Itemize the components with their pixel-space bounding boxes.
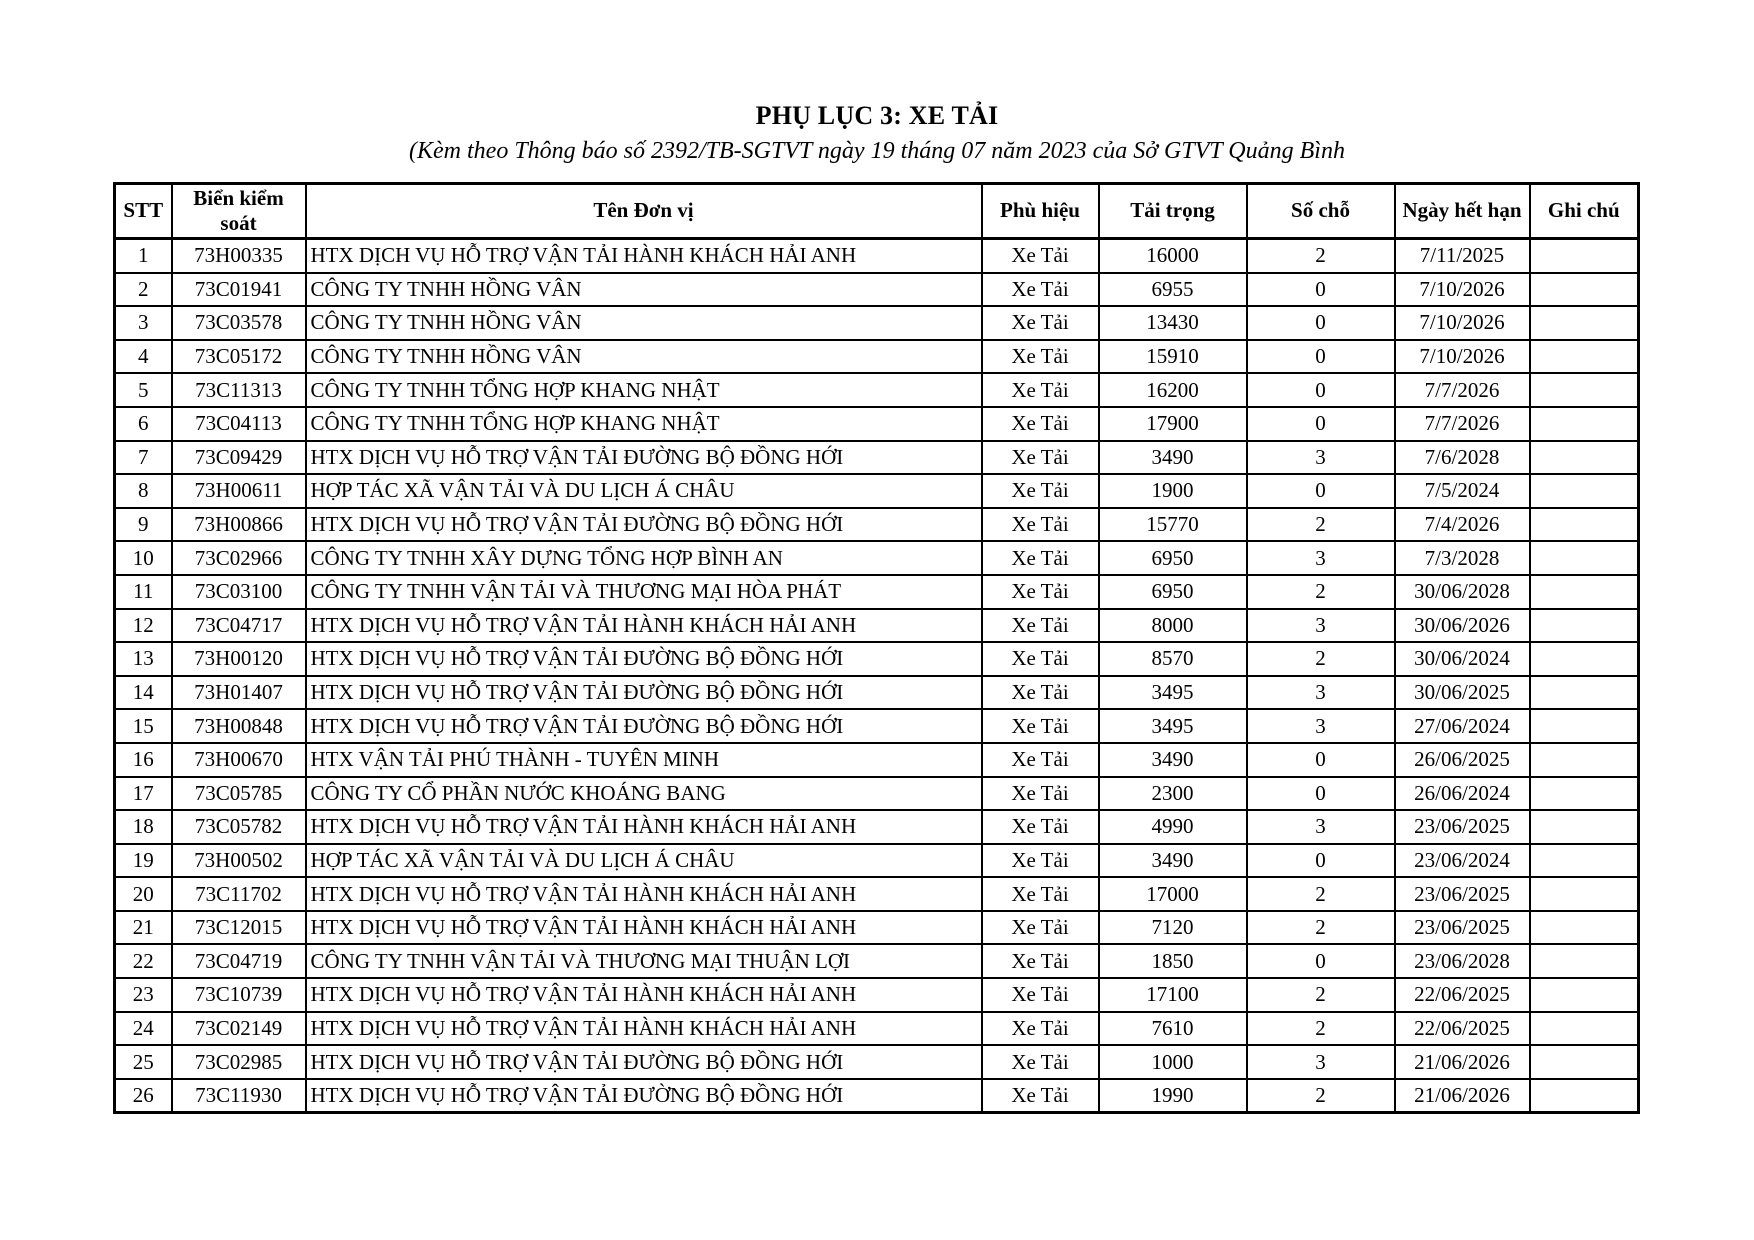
cell-so-cho: 0 <box>1247 273 1395 307</box>
cell-tai-trong: 7120 <box>1099 911 1247 945</box>
cell-so-cho: 0 <box>1247 373 1395 407</box>
cell-ngay-het-han: 23/06/2028 <box>1395 944 1530 978</box>
cell-phu-hieu: Xe Tải <box>982 844 1099 878</box>
cell-bien-kiem-soat: 73C03100 <box>172 575 306 609</box>
cell-so-cho: 3 <box>1247 709 1395 743</box>
cell-phu-hieu: Xe Tải <box>982 877 1099 911</box>
cell-ngay-het-han: 7/4/2026 <box>1395 508 1530 542</box>
table-row <box>115 441 1639 475</box>
cell-ten-don-vi: HTX DỊCH VỤ HỖ TRỢ VẬN TẢI HÀNH KHÁCH HẢI ANH <box>306 978 982 1012</box>
cell-phu-hieu: Xe Tải <box>982 709 1099 743</box>
column-header-tai-trong: Tải trọng <box>1099 184 1247 239</box>
cell-ghi-chu <box>1530 273 1639 307</box>
cell-so-cho: 2 <box>1247 239 1395 273</box>
cell-tai-trong: 1000 <box>1099 1045 1247 1079</box>
cell-stt: 1 <box>115 239 172 273</box>
cell-tai-trong: 15770 <box>1099 508 1247 542</box>
column-header-stt: STT <box>115 184 172 239</box>
cell-bien-kiem-soat: 73C02985 <box>172 1045 306 1079</box>
cell-phu-hieu: Xe Tải <box>982 642 1099 676</box>
cell-so-cho: 2 <box>1247 575 1395 609</box>
cell-phu-hieu: Xe Tải <box>982 810 1099 844</box>
cell-so-cho: 0 <box>1247 743 1395 777</box>
table-row <box>115 239 1639 273</box>
cell-so-cho: 2 <box>1247 1079 1395 1113</box>
cell-bien-kiem-soat: 73C05782 <box>172 810 306 844</box>
table-row <box>115 810 1639 844</box>
table-row <box>115 1079 1639 1113</box>
table-row <box>115 1012 1639 1046</box>
cell-stt: 15 <box>115 709 172 743</box>
cell-tai-trong: 3490 <box>1099 441 1247 475</box>
cell-bien-kiem-soat: 73H00502 <box>172 844 306 878</box>
cell-stt: 26 <box>115 1079 172 1113</box>
cell-bien-kiem-soat: 73C05785 <box>172 777 306 811</box>
cell-tai-trong: 16000 <box>1099 239 1247 273</box>
cell-stt: 5 <box>115 373 172 407</box>
cell-ten-don-vi: HỢP TÁC XÃ VẬN TẢI VÀ DU LỊCH Á CHÂU <box>306 844 982 878</box>
cell-stt: 6 <box>115 407 172 441</box>
cell-ten-don-vi: HTX DỊCH VỤ HỖ TRỢ VẬN TẢI HÀNH KHÁCH HẢI ANH <box>306 877 982 911</box>
table-row <box>115 508 1639 542</box>
cell-ten-don-vi: HTX DỊCH VỤ HỖ TRỢ VẬN TẢI ĐƯỜNG BỘ ĐỒNG HỚI <box>306 441 982 475</box>
cell-so-cho: 0 <box>1247 777 1395 811</box>
cell-phu-hieu: Xe Tải <box>982 407 1099 441</box>
cell-ngay-het-han: 26/06/2025 <box>1395 743 1530 777</box>
cell-ghi-chu <box>1530 340 1639 374</box>
table-row <box>115 709 1639 743</box>
cell-ngay-het-han: 7/7/2026 <box>1395 373 1530 407</box>
cell-ten-don-vi: CÔNG TY TNHH TỔNG HỢP KHANG NHẬT <box>306 407 982 441</box>
cell-ten-don-vi: HTX VẬN TẢI PHÚ THÀNH - TUYÊN MINH <box>306 743 982 777</box>
cell-stt: 10 <box>115 541 172 575</box>
cell-stt: 24 <box>115 1012 172 1046</box>
cell-stt: 17 <box>115 777 172 811</box>
cell-phu-hieu: Xe Tải <box>982 609 1099 643</box>
cell-so-cho: 3 <box>1247 676 1395 710</box>
cell-stt: 3 <box>115 306 172 340</box>
cell-ghi-chu <box>1530 709 1639 743</box>
cell-bien-kiem-soat: 73C04113 <box>172 407 306 441</box>
table-row <box>115 373 1639 407</box>
cell-tai-trong: 17900 <box>1099 407 1247 441</box>
cell-ghi-chu <box>1530 508 1639 542</box>
cell-stt: 23 <box>115 978 172 1012</box>
cell-tai-trong: 3495 <box>1099 709 1247 743</box>
table-header-row <box>115 184 1639 239</box>
cell-ten-don-vi: CÔNG TY CỔ PHẦN NƯỚC KHOÁNG BANG <box>306 777 982 811</box>
cell-stt: 22 <box>115 944 172 978</box>
cell-phu-hieu: Xe Tải <box>982 777 1099 811</box>
cell-phu-hieu: Xe Tải <box>982 575 1099 609</box>
cell-phu-hieu: Xe Tải <box>982 1045 1099 1079</box>
table-row <box>115 676 1639 710</box>
cell-phu-hieu: Xe Tải <box>982 743 1099 777</box>
cell-bien-kiem-soat: 73C01941 <box>172 273 306 307</box>
cell-ten-don-vi: CÔNG TY TNHH HỒNG VÂN <box>306 340 982 374</box>
cell-ten-don-vi: HTX DỊCH VỤ HỖ TRỢ VẬN TẢI HÀNH KHÁCH HẢI ANH <box>306 239 982 273</box>
cell-so-cho: 2 <box>1247 877 1395 911</box>
cell-tai-trong: 4990 <box>1099 810 1247 844</box>
cell-tai-trong: 7610 <box>1099 1012 1247 1046</box>
cell-so-cho: 2 <box>1247 911 1395 945</box>
cell-ten-don-vi: HTX DỊCH VỤ HỖ TRỢ VẬN TẢI ĐƯỜNG BỘ ĐỒNG HỚI <box>306 1045 982 1079</box>
cell-tai-trong: 17000 <box>1099 877 1247 911</box>
cell-ngay-het-han: 7/7/2026 <box>1395 407 1530 441</box>
cell-ten-don-vi: CÔNG TY TNHH TỔNG HỢP KHANG NHẬT <box>306 373 982 407</box>
cell-bien-kiem-soat: 73H00611 <box>172 474 306 508</box>
cell-ten-don-vi: HTX DỊCH VỤ HỖ TRỢ VẬN TẢI HÀNH KHÁCH HẢI ANH <box>306 609 982 643</box>
column-header-ngay-het-han: Ngày hết hạn <box>1395 184 1530 239</box>
cell-so-cho: 2 <box>1247 978 1395 1012</box>
cell-ngay-het-han: 23/06/2025 <box>1395 877 1530 911</box>
cell-stt: 13 <box>115 642 172 676</box>
cell-bien-kiem-soat: 73H00120 <box>172 642 306 676</box>
cell-tai-trong: 1850 <box>1099 944 1247 978</box>
cell-stt: 14 <box>115 676 172 710</box>
cell-phu-hieu: Xe Tải <box>982 676 1099 710</box>
cell-ten-don-vi: HTX DỊCH VỤ HỖ TRỢ VẬN TẢI ĐƯỜNG BỘ ĐỒNG HỚI <box>306 709 982 743</box>
cell-ghi-chu <box>1530 944 1639 978</box>
cell-bien-kiem-soat: 73C11702 <box>172 877 306 911</box>
cell-tai-trong: 1900 <box>1099 474 1247 508</box>
column-header-ten-don-vi: Tên Đơn vị <box>306 184 982 239</box>
cell-ghi-chu <box>1530 676 1639 710</box>
cell-ngay-het-han: 7/10/2026 <box>1395 306 1530 340</box>
table-row <box>115 944 1639 978</box>
table-row <box>115 306 1639 340</box>
cell-ngay-het-han: 7/10/2026 <box>1395 273 1530 307</box>
cell-so-cho: 2 <box>1247 642 1395 676</box>
cell-so-cho: 3 <box>1247 609 1395 643</box>
cell-so-cho: 0 <box>1247 340 1395 374</box>
cell-ten-don-vi: CÔNG TY TNHH VẬN TẢI VÀ THƯƠNG MẠI HÒA PHÁT <box>306 575 982 609</box>
cell-ten-don-vi: HỢP TÁC XÃ VẬN TẢI VÀ DU LỊCH Á CHÂU <box>306 474 982 508</box>
cell-ghi-chu <box>1530 1045 1639 1079</box>
cell-tai-trong: 8000 <box>1099 609 1247 643</box>
cell-tai-trong: 6950 <box>1099 575 1247 609</box>
cell-ten-don-vi: CÔNG TY TNHH HỒNG VÂN <box>306 273 982 307</box>
table-row <box>115 642 1639 676</box>
cell-ghi-chu <box>1530 743 1639 777</box>
cell-phu-hieu: Xe Tải <box>982 273 1099 307</box>
cell-ghi-chu <box>1530 877 1639 911</box>
cell-ghi-chu <box>1530 541 1639 575</box>
table-row <box>115 474 1639 508</box>
cell-bien-kiem-soat: 73C11930 <box>172 1079 306 1113</box>
cell-so-cho: 3 <box>1247 1045 1395 1079</box>
cell-stt: 9 <box>115 508 172 542</box>
cell-stt: 8 <box>115 474 172 508</box>
cell-bien-kiem-soat: 73H00848 <box>172 709 306 743</box>
table-row <box>115 541 1639 575</box>
cell-phu-hieu: Xe Tải <box>982 340 1099 374</box>
cell-ngay-het-han: 7/6/2028 <box>1395 441 1530 475</box>
cell-tai-trong: 6955 <box>1099 273 1247 307</box>
cell-bien-kiem-soat: 73H00335 <box>172 239 306 273</box>
column-header-phu-hieu: Phù hiệu <box>982 184 1099 239</box>
cell-ngay-het-han: 7/5/2024 <box>1395 474 1530 508</box>
table-row <box>115 1045 1639 1079</box>
cell-ngay-het-han: 26/06/2024 <box>1395 777 1530 811</box>
cell-bien-kiem-soat: 73C04717 <box>172 609 306 643</box>
cell-ghi-chu <box>1530 407 1639 441</box>
cell-so-cho: 2 <box>1247 508 1395 542</box>
cell-stt: 25 <box>115 1045 172 1079</box>
table-row <box>115 743 1639 777</box>
table-row <box>115 844 1639 878</box>
cell-ghi-chu <box>1530 306 1639 340</box>
cell-phu-hieu: Xe Tải <box>982 944 1099 978</box>
cell-so-cho: 2 <box>1247 1012 1395 1046</box>
page-subtitle: (Kèm theo Thông báo số 2392/TB-SGTVT ngày 19 tháng 07 năm 2023 của Sở GTVT Quảng Bình <box>409 138 1345 164</box>
cell-ngay-het-han: 23/06/2024 <box>1395 844 1530 878</box>
cell-bien-kiem-soat: 73H00670 <box>172 743 306 777</box>
cell-ngay-het-han: 23/06/2025 <box>1395 810 1530 844</box>
cell-bien-kiem-soat: 73C02149 <box>172 1012 306 1046</box>
truck-table-body <box>115 239 1639 1113</box>
cell-ngay-het-han: 21/06/2026 <box>1395 1079 1530 1113</box>
cell-ghi-chu <box>1530 978 1639 1012</box>
cell-tai-trong: 3495 <box>1099 676 1247 710</box>
cell-stt: 16 <box>115 743 172 777</box>
cell-stt: 19 <box>115 844 172 878</box>
cell-phu-hieu: Xe Tải <box>982 508 1099 542</box>
cell-stt: 2 <box>115 273 172 307</box>
cell-so-cho: 3 <box>1247 810 1395 844</box>
cell-ngay-het-han: 30/06/2025 <box>1395 676 1530 710</box>
cell-tai-trong: 1990 <box>1099 1079 1247 1113</box>
page-title: PHỤ LỤC 3: XE TẢI <box>755 101 999 130</box>
column-header-so-cho: Số chỗ <box>1247 184 1395 239</box>
cell-ngay-het-han: 7/3/2028 <box>1395 541 1530 575</box>
cell-ten-don-vi: CÔNG TY TNHH XÂY DỰNG TỔNG HỢP BÌNH AN <box>306 541 982 575</box>
cell-phu-hieu: Xe Tải <box>982 306 1099 340</box>
table-header <box>115 184 1639 239</box>
cell-ngay-het-han: 22/06/2025 <box>1395 978 1530 1012</box>
cell-ngay-het-han: 30/06/2024 <box>1395 642 1530 676</box>
cell-so-cho: 0 <box>1247 306 1395 340</box>
cell-phu-hieu: Xe Tải <box>982 1079 1099 1113</box>
cell-ngay-het-han: 30/06/2026 <box>1395 609 1530 643</box>
cell-ngay-het-han: 27/06/2024 <box>1395 709 1530 743</box>
cell-so-cho: 3 <box>1247 441 1395 475</box>
cell-ten-don-vi: HTX DỊCH VỤ HỖ TRỢ VẬN TẢI ĐƯỜNG BỘ ĐỒNG HỚI <box>306 508 982 542</box>
cell-phu-hieu: Xe Tải <box>982 474 1099 508</box>
cell-ngay-het-han: 7/10/2026 <box>1395 340 1530 374</box>
cell-bien-kiem-soat: 73C05172 <box>172 340 306 374</box>
cell-tai-trong: 3490 <box>1099 743 1247 777</box>
cell-ghi-chu <box>1530 239 1639 273</box>
cell-ghi-chu <box>1530 373 1639 407</box>
cell-bien-kiem-soat: 73C09429 <box>172 441 306 475</box>
cell-ngay-het-han: 23/06/2025 <box>1395 911 1530 945</box>
cell-tai-trong: 13430 <box>1099 306 1247 340</box>
cell-so-cho: 0 <box>1247 407 1395 441</box>
cell-ten-don-vi: HTX DỊCH VỤ HỖ TRỢ VẬN TẢI HÀNH KHÁCH HẢI ANH <box>306 911 982 945</box>
cell-tai-trong: 8570 <box>1099 642 1247 676</box>
cell-stt: 11 <box>115 575 172 609</box>
table-row <box>115 407 1639 441</box>
cell-ngay-het-han: 7/11/2025 <box>1395 239 1530 273</box>
cell-phu-hieu: Xe Tải <box>982 541 1099 575</box>
cell-ten-don-vi: HTX DỊCH VỤ HỖ TRỢ VẬN TẢI ĐƯỜNG BỘ ĐỒNG HỚI <box>306 642 982 676</box>
cell-ghi-chu <box>1530 642 1639 676</box>
cell-bien-kiem-soat: 73C03578 <box>172 306 306 340</box>
cell-phu-hieu: Xe Tải <box>982 239 1099 273</box>
cell-stt: 20 <box>115 877 172 911</box>
cell-ngay-het-han: 30/06/2028 <box>1395 575 1530 609</box>
cell-bien-kiem-soat: 73C10739 <box>172 978 306 1012</box>
cell-ngay-het-han: 21/06/2026 <box>1395 1045 1530 1079</box>
cell-bien-kiem-soat: 73C12015 <box>172 911 306 945</box>
cell-tai-trong: 17100 <box>1099 978 1247 1012</box>
table-row <box>115 978 1639 1012</box>
cell-so-cho: 0 <box>1247 944 1395 978</box>
cell-ten-don-vi: CÔNG TY TNHH VẬN TẢI VÀ THƯƠNG MẠI THUẬN LỢI <box>306 944 982 978</box>
cell-ten-don-vi: CÔNG TY TNHH HỒNG VÂN <box>306 306 982 340</box>
cell-stt: 21 <box>115 911 172 945</box>
table-row <box>115 877 1639 911</box>
cell-ghi-chu <box>1530 810 1639 844</box>
cell-ten-don-vi: HTX DỊCH VỤ HỖ TRỢ VẬN TẢI ĐƯỜNG BỘ ĐỒNG HỚI <box>306 1079 982 1113</box>
cell-phu-hieu: Xe Tải <box>982 1012 1099 1046</box>
table-row <box>115 609 1639 643</box>
cell-ghi-chu <box>1530 1012 1639 1046</box>
cell-ghi-chu <box>1530 844 1639 878</box>
cell-so-cho: 0 <box>1247 844 1395 878</box>
cell-tai-trong: 6950 <box>1099 541 1247 575</box>
cell-phu-hieu: Xe Tải <box>982 373 1099 407</box>
cell-phu-hieu: Xe Tải <box>982 978 1099 1012</box>
column-header-bien-kiem-soat: Biển kiểm soát <box>172 184 306 239</box>
cell-ghi-chu <box>1530 1079 1639 1113</box>
table-row <box>115 777 1639 811</box>
table-row <box>115 340 1639 374</box>
cell-bien-kiem-soat: 73H01407 <box>172 676 306 710</box>
cell-ten-don-vi: HTX DỊCH VỤ HỖ TRỢ VẬN TẢI HÀNH KHÁCH HẢI ANH <box>306 810 982 844</box>
table-row <box>115 575 1639 609</box>
cell-stt: 12 <box>115 609 172 643</box>
cell-so-cho: 3 <box>1247 541 1395 575</box>
table-row <box>115 273 1639 307</box>
cell-tai-trong: 3490 <box>1099 844 1247 878</box>
cell-bien-kiem-soat: 73C04719 <box>172 944 306 978</box>
cell-ten-don-vi: HTX DỊCH VỤ HỖ TRỢ VẬN TẢI HÀNH KHÁCH HẢI ANH <box>306 1012 982 1046</box>
truck-table <box>113 182 1640 1114</box>
cell-ghi-chu <box>1530 474 1639 508</box>
cell-ghi-chu <box>1530 777 1639 811</box>
cell-ghi-chu <box>1530 575 1639 609</box>
cell-tai-trong: 2300 <box>1099 777 1247 811</box>
cell-phu-hieu: Xe Tải <box>982 911 1099 945</box>
cell-so-cho: 0 <box>1247 474 1395 508</box>
cell-stt: 7 <box>115 441 172 475</box>
table-row <box>115 911 1639 945</box>
cell-stt: 18 <box>115 810 172 844</box>
cell-ngay-het-han: 22/06/2025 <box>1395 1012 1530 1046</box>
cell-stt: 4 <box>115 340 172 374</box>
cell-ghi-chu <box>1530 911 1639 945</box>
cell-tai-trong: 15910 <box>1099 340 1247 374</box>
column-header-ghi-chu: Ghi chú <box>1530 184 1639 239</box>
cell-bien-kiem-soat: 73C11313 <box>172 373 306 407</box>
cell-ghi-chu <box>1530 441 1639 475</box>
cell-ten-don-vi: HTX DỊCH VỤ HỖ TRỢ VẬN TẢI ĐƯỜNG BỘ ĐỒNG HỚI <box>306 676 982 710</box>
cell-phu-hieu: Xe Tải <box>982 441 1099 475</box>
cell-bien-kiem-soat: 73H00866 <box>172 508 306 542</box>
cell-ghi-chu <box>1530 609 1639 643</box>
cell-bien-kiem-soat: 73C02966 <box>172 541 306 575</box>
cell-tai-trong: 16200 <box>1099 373 1247 407</box>
